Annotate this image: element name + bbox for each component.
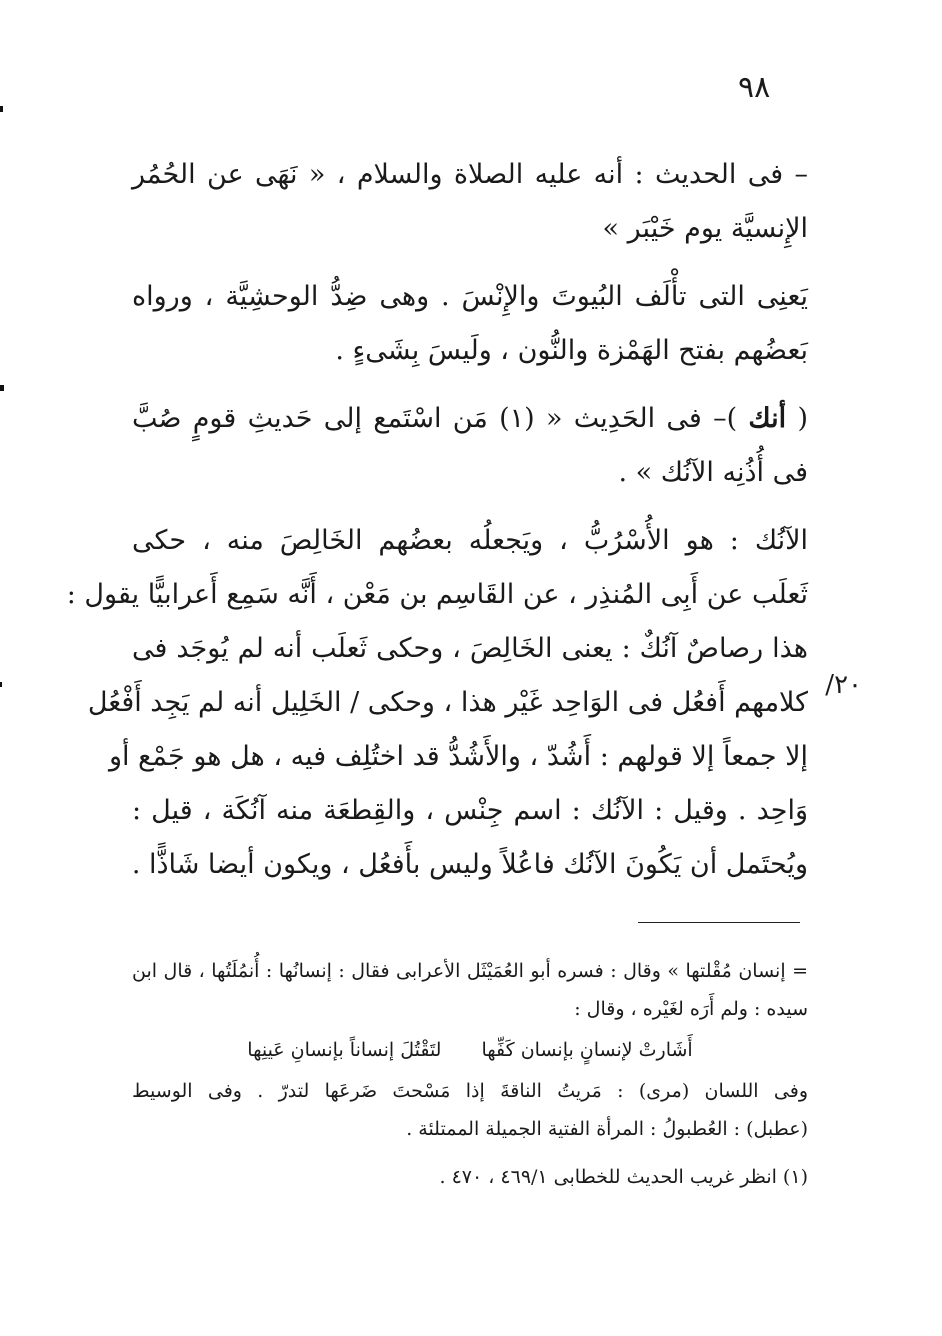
main-text-body	[66, 148, 808, 906]
verse-right-hemistich: أَشَارتْ لإنسانٍ بإنسان كَفِّها	[481, 1039, 693, 1061]
entry-lead-text: )– فى الحَدِيث « (١)	[487, 403, 749, 434]
entry-headword: أنك	[748, 403, 787, 434]
footnote-numbered: (١) انظر غريب الحديث للخطابى ٤٦٩/١ ، ٤٧٠ .	[439, 1166, 808, 1188]
scan-edge-mark	[0, 106, 3, 112]
text-line: يَعنِى التى تأْلَف البُيوتَ والإِنْسَ . وهى ضِدُّ الوحشِيَّة ، ورواه	[132, 281, 808, 312]
footnote-gap	[132, 1148, 808, 1158]
text-line: وَاحِد . وقيل : الآنُك : اسم جِنْس ، والقِطعَة منه آنُكَة ، قيل :	[132, 795, 808, 826]
text-line: الآنُك : هو الأُسْرُبُّ ، ويَجعلُه بعضُهم الخَالِصَ منه ، حكى	[132, 525, 808, 556]
paragraph-anuk-definition	[66, 514, 808, 892]
text-line: ثَعلَب عن أَبِى المُنذِر ، عن القَاسِم بن مَعْن ، أَنَّه سَمِع أَعرابيًّا يقول :	[66, 579, 808, 610]
paragraph-entry-anuk	[132, 392, 808, 500]
footnote-line: سيده : ولم أَرَه لغَيْره ، وقال :	[574, 998, 808, 1020]
entry-open-paren: (	[786, 403, 808, 434]
footnotes-section	[132, 952, 808, 1196]
scan-edge-mark	[0, 682, 2, 687]
text-line: ويُحتَمل أن يَكُونَ الآنُك فاعُلاً وليس بأَفعُل ، ويكون أيضا شَاذًّا .	[131, 849, 808, 880]
footnote-separator	[638, 922, 800, 923]
text-line: هذا رصاصٌ آنُكٌ : يعنى الخَالِصَ ، وحكى ثَعلَب أنه لم يُوجَد فى	[132, 633, 808, 664]
paragraph-hadith-homor	[132, 148, 808, 256]
text-line: فى أُذُنِه الآنُك » .	[618, 457, 808, 488]
page-number: ٩٨	[738, 70, 771, 105]
margin-folio-marker: ٢٠/	[825, 670, 862, 700]
footnote-verse	[132, 1028, 808, 1072]
footnote-line: وفى اللسان (مرى) : مَريتُ الناقةَ إذا مَسْحتَ ضَرعَها لتدرّ . وفى الوسيط	[132, 1080, 808, 1102]
verse-left-hemistich: لتَقْتُلَ إنساناً بإنسانِ عَينِها	[247, 1039, 442, 1061]
text-line: إلا جمعاً إلا قولهم : أَشُدّ ، والأَشُدُّ قد اختُلِف فيه ، هل هو جَمْع أو	[108, 741, 808, 772]
text-line: الإِنسيَّة يوم خَيْبَر »	[602, 213, 808, 244]
text-line	[132, 392, 808, 446]
footnote-line: = إنسان مُقْلتها » وقال : فسره أبو العُمَيْثَل الأعرابى فقال : إنسانُها : أُنمُلَتُها ، قال ابن	[132, 960, 808, 982]
text-line: بَعضُهم بفتح الهَمْزة والنُّون ، ولَيسَ بِشَىءٍ .	[335, 335, 808, 366]
scan-edge-mark	[0, 385, 4, 391]
footnote-line: (عطبل) : العُطبولُ : المرأة الفتية الجميلة الممتلئة .	[406, 1118, 808, 1140]
text-line: كلامهم أَفعُل فى الوَاحِد غَيْر هذا ، وحكى / الخَلِيل أنه لم يَجِد أَفْعُل	[87, 687, 808, 718]
entry-hadith-text: مَن اسْتَمع إلى حَديثِ قومٍ صُبَّ	[132, 403, 488, 434]
paragraph-explanation	[132, 270, 808, 378]
text-line: – فى الحديث : أنه عليه الصلاة والسلام ، « نَهَى عن الحُمُر	[132, 159, 808, 190]
